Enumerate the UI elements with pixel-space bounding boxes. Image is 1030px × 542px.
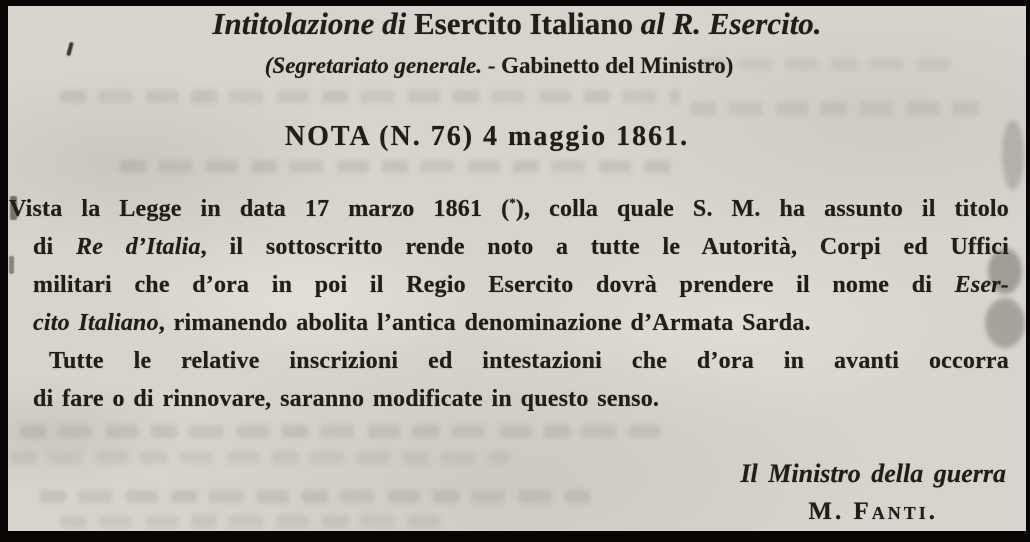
signature-block — [740, 459, 1006, 526]
scan-border-left — [0, 0, 8, 542]
text-line — [33, 266, 1009, 304]
text-line — [9, 184, 1009, 228]
signature-name: M. Fanti. — [808, 498, 939, 525]
title-segment: Intitolazione di — [212, 6, 414, 41]
text-segment: Re d’Italia — [76, 234, 201, 260]
text-segment: Eser- — [954, 272, 1009, 298]
text-line — [33, 304, 1009, 342]
title-segment: Esercito Italiano — [413, 6, 641, 41]
scan-border-right — [1026, 0, 1030, 542]
text-segment: Tutte le relative inscrizioni ed intestazioni che d’ora in avanti occorra — [49, 348, 1009, 374]
bleed-through-texture — [60, 90, 680, 103]
bleed-through-texture — [60, 515, 440, 528]
text-line — [33, 228, 1009, 266]
text-segment: Vista la Legge in data 17 marzo 1861 ( — [9, 196, 510, 222]
bleed-through-texture — [10, 451, 510, 464]
bleed-through-texture — [1002, 120, 1024, 190]
text-segment: ), colla quale S. M. ha assunto il titolo — [515, 196, 1009, 222]
ink-speck — [9, 256, 14, 274]
footnote-marker: * — [509, 195, 516, 210]
text-segment: di fare o di rinnovare, saranno modificate in questo senso. — [33, 386, 660, 412]
text-segment: militari che d’ora in poi il Regio Esercito dovrà prendere il nome di — [33, 272, 955, 298]
scan-border-bottom — [0, 531, 1030, 542]
text-segment: , rimanendo abolita l’antica denominazione d’Armata Sarda. — [158, 310, 811, 336]
text-segment: cito Italiano — [33, 310, 159, 336]
text-line — [33, 342, 1009, 380]
body-text — [9, 184, 1009, 418]
nota-heading: NOTA (N. 76) 4 maggio 1861. — [284, 121, 690, 152]
subtitle-segment: (Segretariato generale. — [264, 53, 488, 78]
bleed-through-texture — [20, 425, 660, 438]
title-segment: al R. Esercito. — [640, 6, 822, 41]
bleed-through-texture — [120, 160, 680, 173]
text-line — [33, 380, 1009, 418]
text-segment: di — [33, 234, 77, 260]
bleed-through-texture — [40, 490, 600, 503]
signature-role: Il Ministro della guerra — [740, 459, 1006, 488]
document-subtitle — [0, 53, 1008, 79]
document-title — [8, 6, 1026, 42]
text-segment: , il sottoscritto rende noto a tutte le Autorità, Corpi ed Uffici — [200, 234, 1009, 260]
subtitle-segment: - Gabinetto del Ministro) — [487, 53, 734, 78]
scan-border-top — [0, 0, 1030, 6]
bleed-through-texture — [690, 102, 990, 115]
